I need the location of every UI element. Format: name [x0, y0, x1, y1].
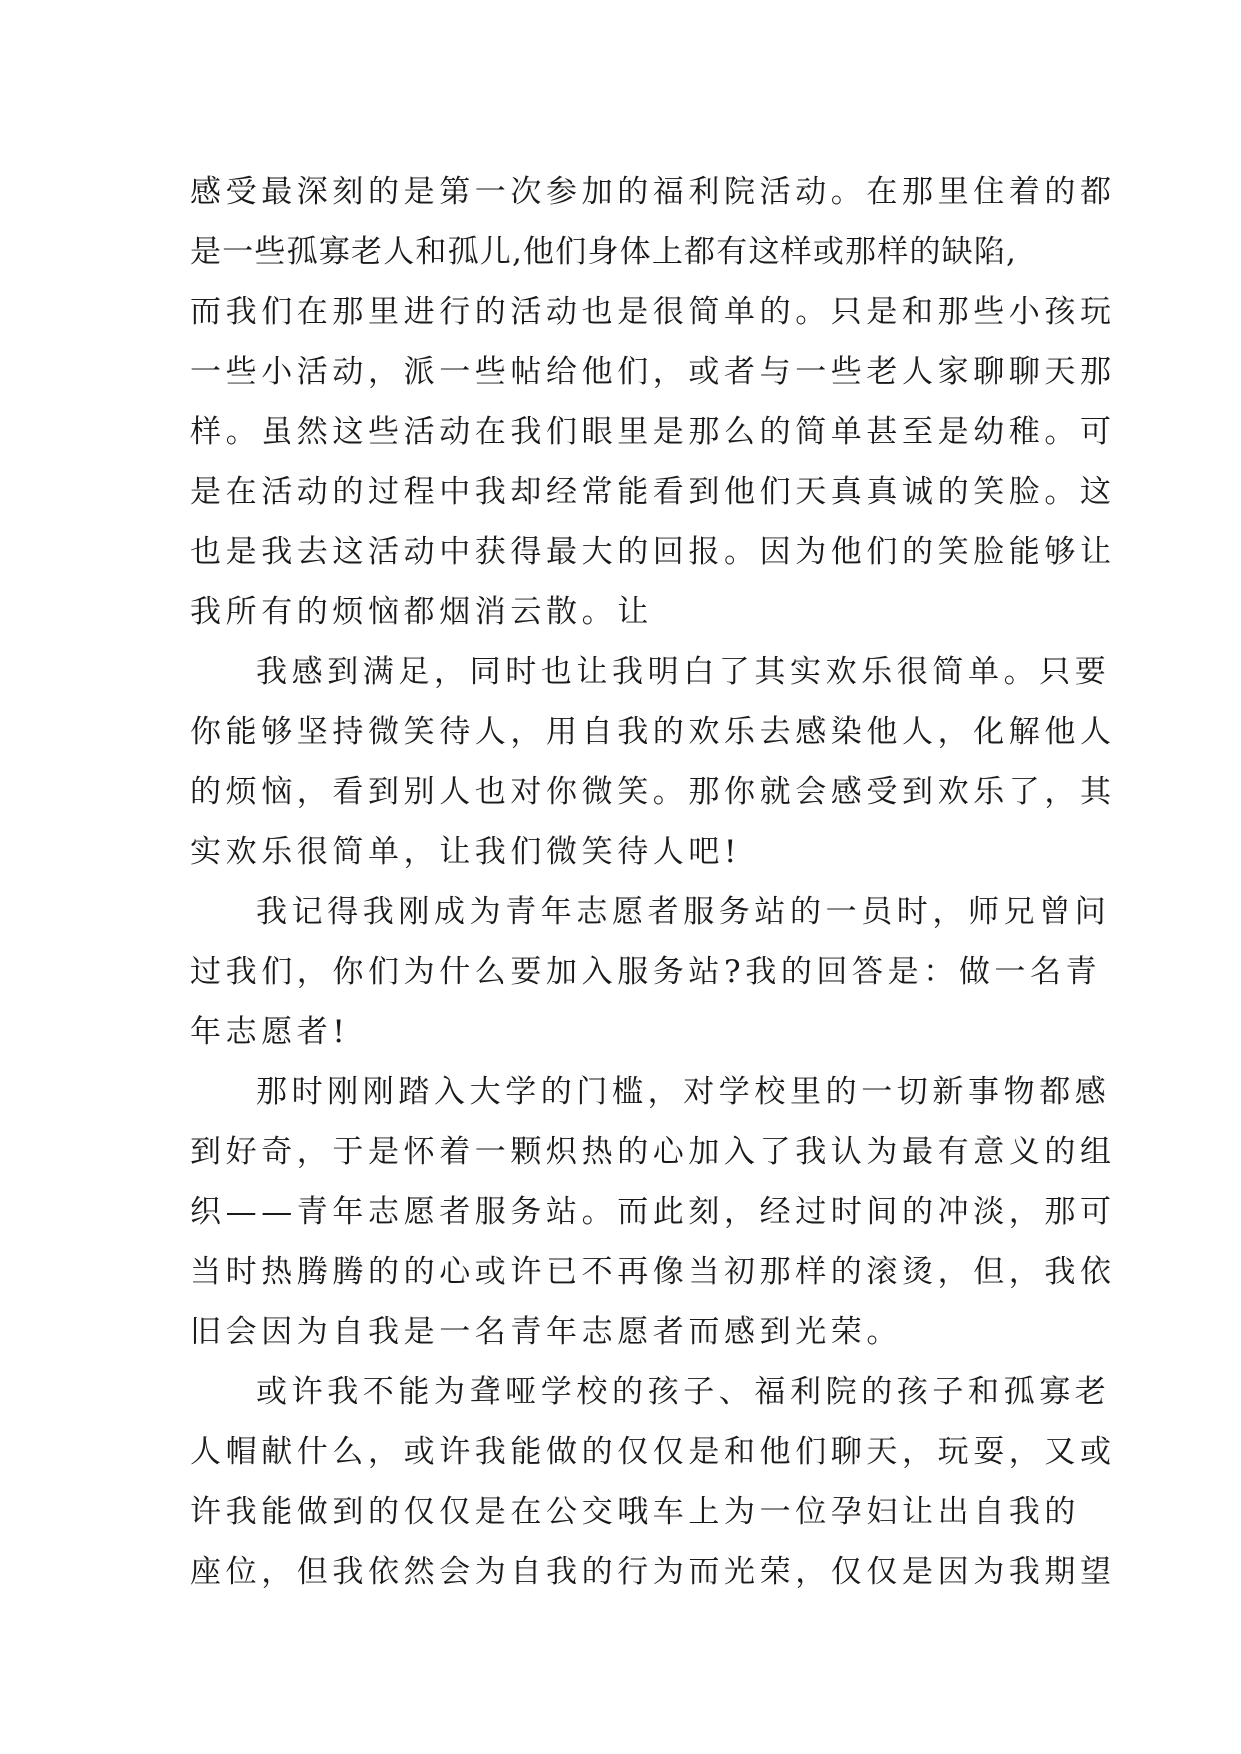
text-line: 的烦恼，看到别人也对你微笑。那你就会感受到欢乐了，其	[190, 774, 1116, 810]
text-line: 也是我去这活动中获得最大的回报。因为他们的笑脸能够让	[190, 534, 1116, 570]
text-line: 或许我不能为聋哑学校的孩子、福利院的孩子和孤寡老	[256, 1374, 1111, 1410]
text-line: 一些小活动，派一些帖给他们，或者与一些老人家聊聊天那	[190, 354, 1116, 390]
text-line: 到好奇，于是怀着一颗炽热的心加入了我认为最有意义的组	[190, 1134, 1116, 1170]
text-line: 当时热腾腾的的心或许已不再像当初那样的滚烫，但，我依	[190, 1254, 1116, 1290]
text-line: 旧会因为自我是一名青年志愿者而感到光荣。	[190, 1314, 902, 1350]
text-line: 年志愿者!	[190, 1014, 350, 1050]
text-line: 我所有的烦恼都烟消云散。让	[190, 594, 653, 630]
text-line: 我感到满足，同时也让我明白了其实欢乐很简单。只要	[256, 654, 1111, 690]
text-line: 那时刚刚踏入大学的门槛，对学校里的一切新事物都感	[256, 1074, 1111, 1110]
text-line: 织——青年志愿者服务站。而此刻，经过时间的冲淡，那可	[190, 1194, 1116, 1230]
text-line: 样。虽然这些活动在我们眼里是那么的简单甚至是幼稚。可	[190, 414, 1116, 450]
text-line: 你能够坚持微笑待人，用自我的欢乐去感染他人，化解他人	[190, 714, 1116, 750]
text-line: 感受最深刻的是第一次参加的福利院活动。在那里住着的都	[190, 174, 1116, 210]
text-line: 我记得我刚成为青年志愿者服务站的一员时，师兄曾问	[256, 894, 1111, 930]
text-line: 过我们，你们为什么要加入服务站?我的回答是：做一名青	[190, 954, 1102, 990]
text-line: 是一些孤寡老人和孤儿,他们身体上都有这样或那样的缺陷,	[190, 234, 1018, 270]
text-line: 是在活动的过程中我却经常能看到他们天真真诚的笑脸。这	[190, 474, 1116, 510]
text-line: 人帽献什么，或许我能做的仅仅是和他们聊天，玩耍，又或	[190, 1434, 1116, 1470]
text-line: 座位，但我依然会为自我的行为而光荣，仅仅是因为我期望	[190, 1554, 1116, 1590]
text-line: 实欢乐很简单，让我们微笑待人吧!	[190, 834, 742, 870]
text-line: 而我们在那里进行的活动也是很简单的。只是和那些小孩玩	[190, 294, 1116, 330]
body-text	[190, 162, 1116, 1602]
text-line: 许我能做到的仅仅是在公交哦车上为一位孕妇让出自我的	[190, 1494, 1080, 1530]
